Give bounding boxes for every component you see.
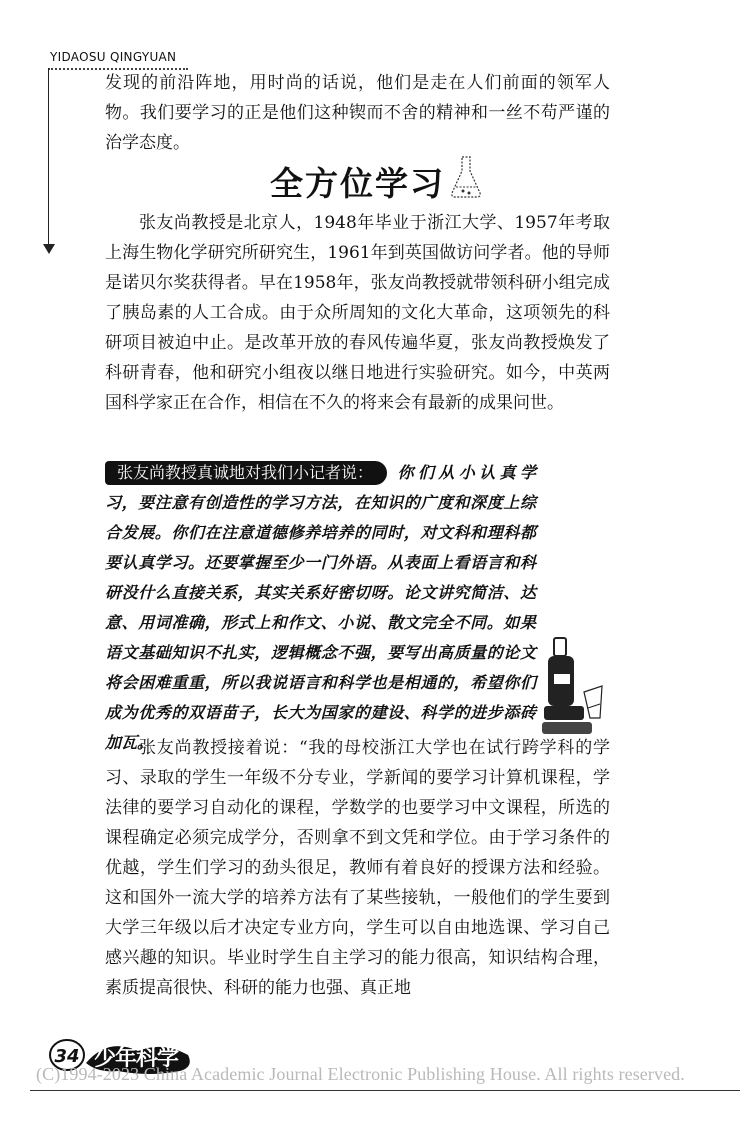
quote-label: 张友尚教授真诚地对我们小记者说： (105, 461, 387, 485)
paragraph-bio: 张友尚教授是北京人，1948年毕业于浙江大学、1957年考取上海生物化学研究所研究生，1961年到英国做访问学者。他的导师是诺贝尔奖获得者。早在1958年，张友尚教授就带领科研小组完成了胰岛素的人工合成。由于众所周知的文化大革命，这项领先的科研项目被迫中止。是改革开放的春风传遍华夏，张友尚教授焕发了科研青春，他和研究小组夜以继日地进行实验研究。如今，中英两国科学家正在合作，相信在不久的将来会有最新的成果问世。 (105, 213, 610, 413)
margin-rule (48, 68, 49, 248)
flask-icon (448, 153, 484, 201)
quote-text: 你们从小认真学习，要注意有创造性的学习方法，在知识的广度和深度上综合发展。你们在注意道德修养培养的同时，对文科和理科都要认真学习。还要掌握至少一门外语。从表面上看语言和科研没什么直接关系，其实关系好密切呀。论文讲究简洁、达意、用词准确，形式上和作文、小说、散文完全不同。如果语文基础知识不扎实，逻辑概念不强，要写出高质量的论文将会困难重重，所以我说语言和科学也是相通的，希望你们成为优秀的双语苗子，长大为国家的建设、科学的进步添砖加瓦。 (105, 463, 536, 752)
magazine-title: 少年科学 (93, 1046, 179, 1071)
quote-block (105, 458, 610, 758)
section-title: 全方位学习 (270, 164, 445, 203)
footer-divider (30, 1090, 740, 1091)
paragraph-continuation: 发现的前沿阵地，用时尚的话说，他们是走在人们前面的领军人物。我们要学习的正是他们这种锲而不舍的精神和一丝不苟严谨的治学态度。 (105, 73, 610, 153)
paragraph-closing: 张友尚教授接着说：“我的母校浙江大学也在试行跨学科的学习、录取的学生一年级不分专业，学新闻的要学习计算机课程，学法律的要学习自动化的课程，学数学的也要学习中文课程，所选的课程确定必须完成学分，否则拿不到文凭和学位。由于学习条件的优越，学生们学习的劲头很足，教师有着良好的授课方法和经验。这和国外一流大学的培养方法有了某些接轨，一般他们的学生要到大学三年级以后才决定专业方向，学生可以自由地选课、学习自己感兴趣的知识。毕业时学生自主学习的能力很高，知识结构合理，素质提高很快、科研的能力也强、真正地 (105, 738, 610, 998)
running-header: YIDAOSU QINGYUAN (50, 50, 177, 64)
microscope-icon (540, 634, 610, 740)
page-number: 34 (54, 1046, 80, 1067)
copyright-notice: (C)1994-2023 China Academic Journal Electronic Publishing House. All rights reserved. (36, 1064, 685, 1084)
down-arrow-icon (43, 244, 55, 254)
